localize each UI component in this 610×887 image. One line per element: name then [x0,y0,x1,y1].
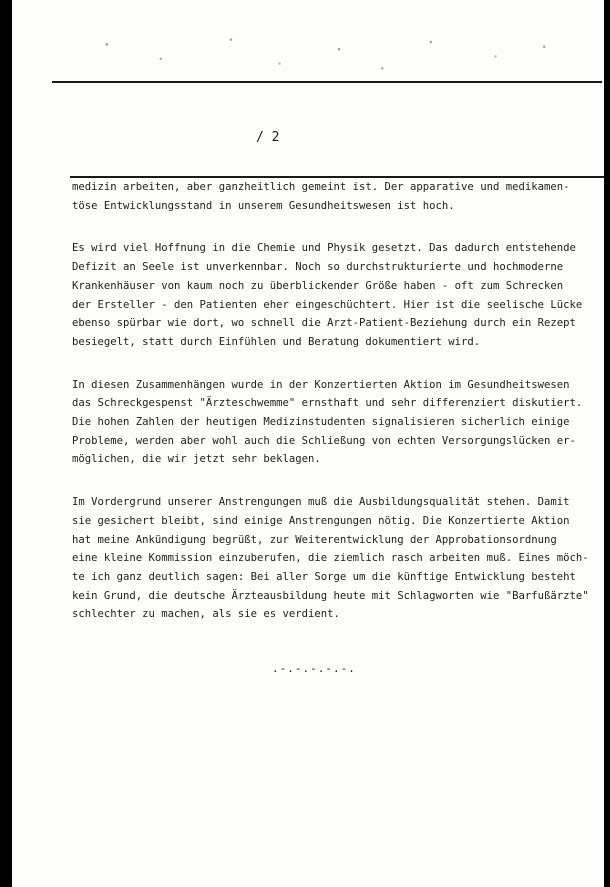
text-line: möglichen, die wir jetzt sehr beklagen. [72,453,321,466]
paragraph [72,178,572,215]
scan-noise [42,30,582,78]
text-line: der Ersteller - den Patienten eher eingeschüchtert. Hier ist die seelische Lücke [72,298,583,311]
text-line: Probleme, werden aber wohl auch die Schließung von echten Versorgungslücken er- [72,434,576,447]
top-rule [52,81,602,83]
text-line: sie gesichert bleibt, sind einige Anstrengungen nötig. Die Konzertierte Aktion [72,514,570,527]
paragraph [72,493,589,624]
text-line: te ich ganz deutlich sagen: Bei aller Sorge um die künftige Entwicklung besteht [72,570,576,583]
closing-mark: .-.-.-.-.-. [272,662,356,675]
text-line: das Schreckgespenst "Ärzteschwemme" ernsthaft und sehr differenziert diskutiert. [72,397,583,410]
text-line: Im Vordergrund unserer Anstrengungen muß die Ausbildungsqualität stehen. Damit [72,496,570,509]
text-line: ebenso spürbar wie dort, wo schnell die Arzt-Patient-Beziehung durch ein Rezept [72,317,576,330]
text-line: besiegelt, statt durch Einfühlen und Beratung dokumentiert wird. [72,335,481,348]
body-text [72,178,589,648]
text-line: medizin arbeiten, aber ganzheitlich gemeint ist. Der apparative und medikamen- [72,181,570,193]
page-number: / 2 [256,130,280,145]
text-line: Es wird viel Hoffnung in die Chemie und Physik gesetzt. Das dadurch entstehende [72,242,576,255]
paragraph [72,239,583,351]
text-line: hat meine Ankündigung begrüßt, zur Weiterentwicklung der Approbationsordnung [72,533,557,546]
document-page [12,0,604,887]
text-line: töse Entwicklungsstand in unserem Gesundheitswesen ist hoch. [72,199,455,212]
text-line: Krankenhäuser von kaum noch zu überblickender Größe haben - oft zum Schrecken [72,279,564,292]
paragraph [72,376,583,470]
text-line: kein Grund, die deutsche Ärzteausbildung heute mit Schlagworten wie "Barfußärzte" [72,589,589,602]
text-line: Die hohen Zahlen der heutigen Medizinstudenten signalisieren sicherlich einige [72,416,570,429]
text-line: eine kleine Kommission einzuberufen, die ziemlich rasch arbeiten muß. Eines möch- [72,552,589,565]
text-line: In diesen Zusammenhängen wurde in der Konzertierten Aktion im Gesundheitswesen [72,378,570,391]
text-line: Defizit an Seele ist unverkennbar. Noch so durchstrukturierte und hochmoderne [72,261,564,274]
text-line: schlechter zu machen, als sie es verdient. [72,608,340,621]
